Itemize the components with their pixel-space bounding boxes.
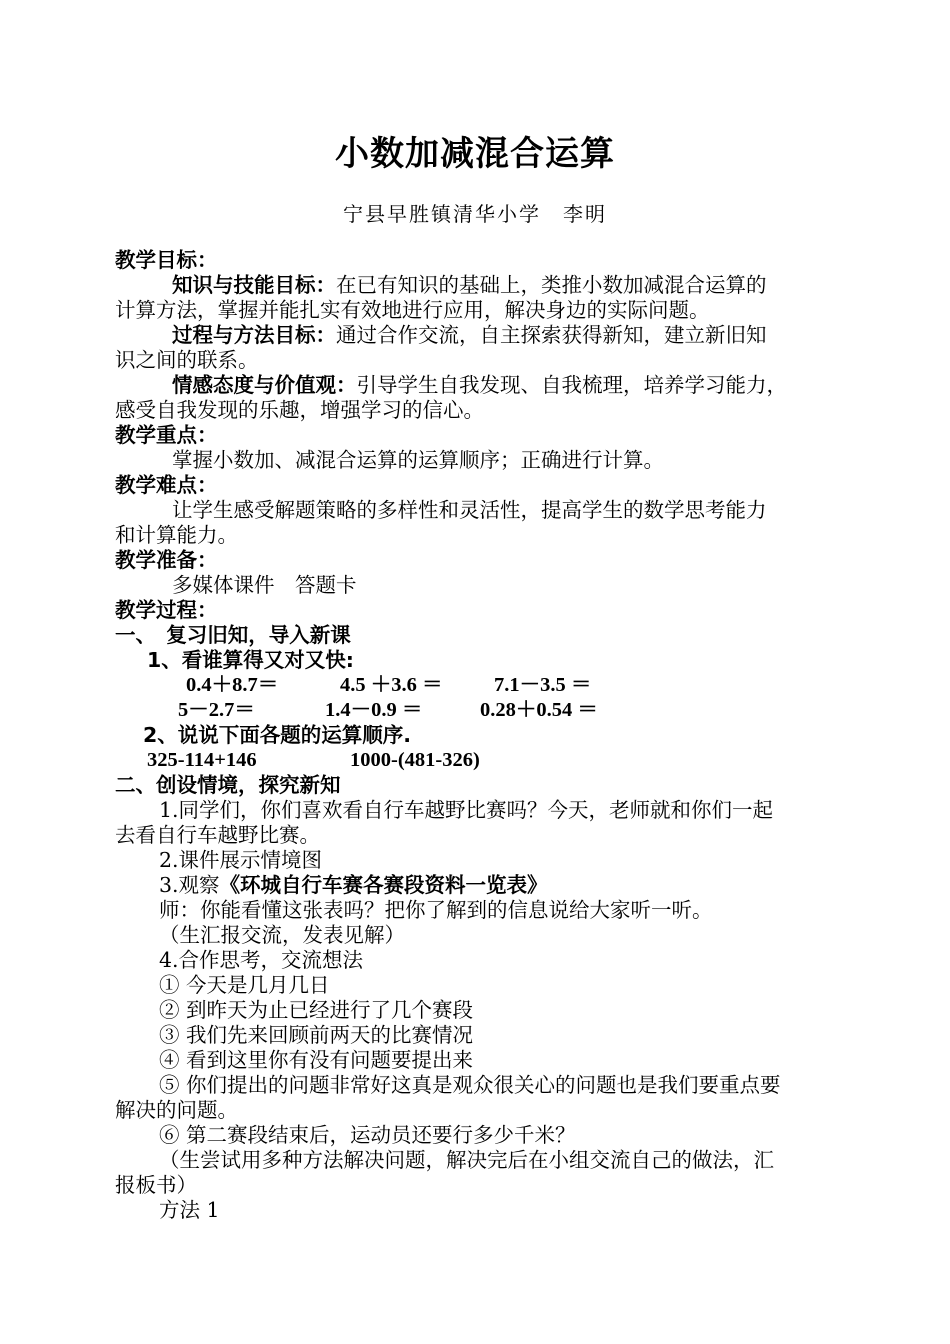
table-title: 《环城自行车赛各赛段资料一览表》 <box>219 873 548 897</box>
preparation-text: 多媒体课件 答题卡 <box>172 573 357 597</box>
step-1-cont: 去看自行车越野比赛。 <box>115 823 320 847</box>
knowledge-text-cont: 计算方法，掌握并能扎实有效地进行应用，解决身边的实际问题。 <box>115 298 710 322</box>
objectives-heading: 教学目标： <box>115 248 218 272</box>
part2-title: 二、创设情境，探究新知 <box>115 773 341 797</box>
expression: 0.28＋0.54 ＝ <box>480 699 598 721</box>
key-point-text: 掌握小数加、减混合运算的运算顺序；正确进行计算。 <box>172 448 664 472</box>
order-expressions <box>115 748 839 773</box>
expression: 1.4－0.9 ＝ <box>325 699 423 721</box>
difficulty-heading: 教学难点： <box>115 473 218 497</box>
teacher-line: 师：你能看懂这张表吗？把你了解到的信息说给大家听一听。 <box>159 898 713 922</box>
circled-item-4: ④ 看到这里你有没有问题要提出来 <box>159 1048 474 1072</box>
process-text-cont: 识之间的联系。 <box>115 348 259 372</box>
circled-item-6: ⑥ 第二赛段结束后，运动员还要行多少千米？ <box>159 1123 576 1147</box>
student-report: （生汇报交流，发表见解） <box>159 923 405 947</box>
step-3 <box>115 873 839 898</box>
knowledge-text: 在已有知识的基础上，类推小数加减混合运算的 <box>336 273 767 297</box>
key-point-heading: 教学重点： <box>115 423 218 447</box>
question-1: 1、看谁算得又对又快: <box>147 648 354 672</box>
emotion-text-cont: 感受自我发现的乐趣，增强学习的信心。 <box>115 398 484 422</box>
expression: 5－2.7＝ <box>178 699 255 721</box>
expression: 4.5 ＋3.6 ＝ <box>340 674 443 696</box>
knowledge-label: 知识与技能目标： <box>172 273 336 297</box>
emotion-text: 引导学生自我发现、自我梳理，培养学习能力， <box>356 373 787 397</box>
student-try-cont: 报板书） <box>115 1173 197 1197</box>
preparation-heading: 教学准备： <box>115 548 218 572</box>
difficulty-text-cont: 和计算能力。 <box>115 523 238 547</box>
method-1: 方法 1 <box>159 1198 220 1222</box>
knowledge-objective <box>115 273 839 298</box>
page-title: 小数加减混合运算 <box>335 134 615 174</box>
process-heading: 教学过程： <box>115 598 218 622</box>
document-body <box>115 248 839 1223</box>
expression: 325-114+146 <box>147 749 257 771</box>
expression: 7.1－3.5 ＝ <box>494 674 592 696</box>
step-4: 4.合作思考，交流想法 <box>159 948 364 972</box>
emotion-label: 情感态度与价值观： <box>172 373 357 397</box>
step-2: 2.课件展示情境图 <box>159 848 323 872</box>
process-text: 通过合作交流，自主探索获得新知，建立新旧知 <box>336 323 767 347</box>
student-try: （生尝试用多种方法解决问题，解决完后在小组交流自己的做法，汇 <box>159 1148 774 1172</box>
circled-item-5-cont: 解决的问题。 <box>115 1098 238 1122</box>
author-line: 宁县早胜镇清华小学 李明 <box>343 202 607 226</box>
step-3-prefix: 3.观察 <box>159 873 220 897</box>
process-label: 过程与方法目标： <box>172 323 336 347</box>
part1-title: 一、 复习旧知，导入新课 <box>115 623 351 647</box>
emotion-objective <box>115 373 839 398</box>
circled-item-2: ② 到昨天为止已经进行了几个赛段 <box>159 998 474 1022</box>
process-objective <box>115 323 839 348</box>
circled-item-3: ③ 我们先来回顾前两天的比赛情况 <box>159 1023 474 1047</box>
expression-row-2 <box>115 698 839 723</box>
question-2: 2、说说下面各题的运算顺序. <box>143 723 412 747</box>
circled-item-1: ① 今天是几月几日 <box>159 973 330 997</box>
step-1: 1.同学们，你们喜欢看自行车越野比赛吗？今天，老师就和你们一起 <box>159 798 774 822</box>
difficulty-text: 让学生感受解题策略的多样性和灵活性，提高学生的数学思考能力 <box>172 498 767 522</box>
expression: 1000-(481-326) <box>350 749 480 771</box>
expression-row-1 <box>115 673 839 698</box>
expression: 0.4＋8.7＝ <box>186 674 279 696</box>
circled-item-5: ⑤ 你们提出的问题非常好这真是观众很关心的问题也是我们要重点要 <box>159 1073 781 1097</box>
